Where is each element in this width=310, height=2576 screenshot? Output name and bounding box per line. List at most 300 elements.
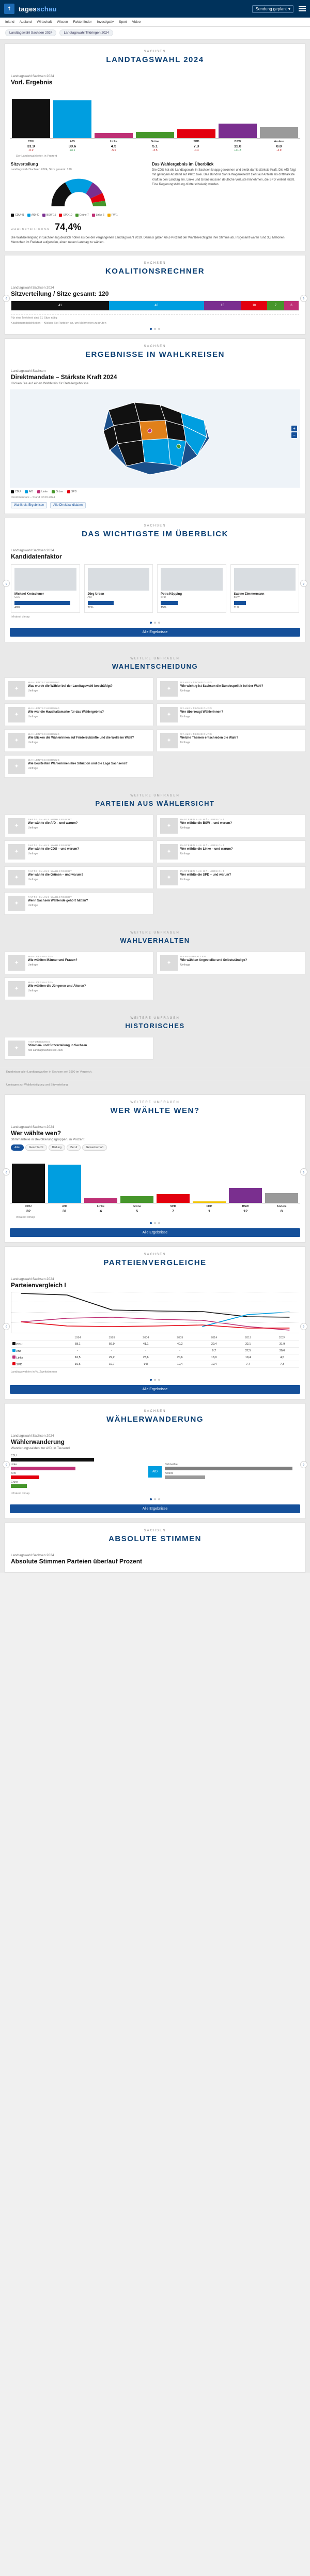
teaser-title: Wer wählte die AfD – und warum? bbox=[28, 821, 78, 825]
cell-spd-2014: 12,4 bbox=[197, 1361, 231, 1367]
map-legend-label-0: CDU bbox=[15, 490, 21, 493]
absolute-votes-card bbox=[4, 1523, 306, 1573]
teaser-category: PARTEIEN AUS WÄHLERSICHT bbox=[28, 818, 72, 821]
teaser-thumb-icon: ✦ bbox=[8, 955, 25, 971]
list-item[interactable] bbox=[4, 703, 153, 726]
comparison-line-chart bbox=[11, 1292, 299, 1333]
teaser-category: PARTEIEN AUS WÄHLERSICHT bbox=[180, 843, 225, 847]
voter-migration-card bbox=[4, 1403, 306, 1519]
migration-source: Infratest dimap bbox=[11, 1492, 30, 1495]
map-legend-label-2: Linke bbox=[41, 490, 48, 493]
th-2009: 2009 bbox=[163, 1335, 197, 1341]
historisches-grid bbox=[0, 1035, 310, 1064]
migration-sup: Landtagswahl Sachsen 2024 bbox=[11, 1434, 54, 1438]
seat-legend-label-2: BSW 15 bbox=[47, 214, 56, 217]
teaser-desc: Umfrage bbox=[180, 878, 191, 882]
comparison-all-results-button[interactable]: Alle Ergebnisse bbox=[10, 1385, 300, 1394]
teaser-thumb-icon: ✦ bbox=[8, 896, 25, 911]
tab-gewerkschaft[interactable]: Gewerkschaft bbox=[82, 1144, 107, 1151]
teaser-thumb-icon: ✦ bbox=[160, 955, 178, 971]
historisches-title: HISTORISCHES bbox=[125, 1021, 185, 1030]
wahlentscheidung-section bbox=[0, 646, 310, 783]
seat-legend-item-1 bbox=[27, 214, 39, 217]
bar-party-andere: Andere bbox=[274, 140, 284, 143]
prev-arrow-coalition[interactable]: ‹ bbox=[3, 295, 10, 302]
who-voted-dots[interactable] bbox=[5, 1219, 305, 1228]
teaser-desc: Umfrage bbox=[28, 904, 38, 908]
seat-legend-item-5 bbox=[92, 214, 104, 217]
result-card-title: Vorl. Ergebnis bbox=[11, 79, 53, 86]
coalition-seg-gruene[interactable]: 7 bbox=[267, 301, 284, 310]
brand-suffix: schau bbox=[36, 5, 57, 13]
row-party-spd: SPD bbox=[16, 1363, 22, 1366]
bar-label-gruene bbox=[136, 140, 174, 152]
teaser-desc: Umfrage bbox=[28, 767, 38, 771]
bar-col-bsw bbox=[219, 89, 257, 138]
cell-cdu-2004: 41,1 bbox=[129, 1340, 163, 1347]
wv-value-afd: 31 bbox=[62, 1208, 67, 1213]
teaser-category: WAHLENTSCHEIDUNG bbox=[28, 732, 60, 735]
wv-label-bsw bbox=[229, 1205, 262, 1213]
coalition-seg-afd[interactable]: 40 bbox=[109, 301, 204, 310]
teaser-category: PARTEIEN AUS WÄHLERSICHT bbox=[180, 818, 225, 821]
result-bars bbox=[10, 89, 300, 139]
next-arrow-overview[interactable]: › bbox=[300, 580, 307, 587]
candidate-card-3[interactable] bbox=[230, 564, 300, 613]
overview-card bbox=[4, 518, 306, 642]
candidate-name-2: Petra Köpping bbox=[161, 592, 182, 596]
bar-label-bsw bbox=[219, 140, 257, 152]
tab-bildung[interactable]: Bildung bbox=[49, 1144, 65, 1151]
teaser-thumb-icon: ✦ bbox=[8, 1041, 25, 1056]
candidate-photo-2 bbox=[161, 568, 223, 591]
teaser-desc: Umfrage bbox=[180, 963, 191, 967]
nav-item-3[interactable]: Wissen bbox=[57, 20, 68, 24]
candidate-name-1: Jörg Urban bbox=[87, 592, 104, 596]
cell-afd-2014: 9,7 bbox=[197, 1347, 231, 1354]
list-item[interactable] bbox=[4, 977, 153, 1000]
wv-party-linke: Linke bbox=[97, 1204, 105, 1208]
breadcrumb-item-0[interactable]: Landtagswahl Sachsen 2024 bbox=[5, 29, 56, 36]
bar-label-spd bbox=[177, 140, 215, 152]
migration-label-5: Andere bbox=[165, 1471, 174, 1475]
comparison-card bbox=[4, 1246, 306, 1399]
overview-dots[interactable] bbox=[5, 619, 305, 628]
teaser-category: WAHLENTSCHEIDUNG bbox=[180, 681, 212, 684]
list-item[interactable] bbox=[4, 677, 153, 700]
comparison-sup: Landtagswahl Sachsen 2024 bbox=[11, 1277, 54, 1281]
wv-bar-andere bbox=[265, 1154, 298, 1203]
wv-label-linke bbox=[84, 1205, 117, 1213]
top-bar-right bbox=[252, 5, 306, 13]
coalition-sup: Landtagswahl Sachsen 2024 bbox=[11, 285, 54, 290]
candidate-party-0: CDU bbox=[14, 595, 20, 599]
districts-title: ERGEBNISSE IN WAHLKREISEN bbox=[85, 350, 225, 359]
wahlverhalten-kicker: WEITERE UMFRAGEN bbox=[130, 931, 180, 935]
teaser-thumb-icon: ✦ bbox=[8, 733, 25, 748]
who-voted-sup: Landtagswahl Sachsen 2024 bbox=[11, 1125, 54, 1129]
nav-item-1[interactable]: Ausland bbox=[19, 20, 32, 24]
list-item[interactable] bbox=[157, 840, 306, 863]
list-item[interactable] bbox=[4, 952, 153, 974]
wahlentscheidung-kicker: WEITERE UMFRAGEN bbox=[130, 657, 180, 660]
wv-bar-gruene bbox=[120, 1154, 153, 1203]
next-arrow-comparison[interactable]: › bbox=[300, 1323, 307, 1330]
bar-value-linke: 4.5 bbox=[111, 144, 117, 148]
list-item[interactable] bbox=[157, 703, 306, 726]
migration-card-title: Wählerwanderung bbox=[11, 1438, 65, 1445]
migration-card-sub: Wanderungssalden zur AfD, in Tausend bbox=[11, 1446, 70, 1450]
migration-center-label: AfD bbox=[148, 1466, 162, 1478]
result-bar-labels bbox=[10, 139, 300, 152]
absolute-card-title: Absolute Stimmen Parteien über/auf Prozent bbox=[11, 1557, 143, 1565]
wv-label-cdu bbox=[12, 1205, 45, 1213]
coalition-seg-cdu[interactable]: 41 bbox=[11, 301, 109, 310]
coalition-bar[interactable] bbox=[11, 300, 299, 311]
candidate-card-0[interactable] bbox=[11, 564, 80, 613]
bar-delta-gruene: -3.5 bbox=[152, 149, 158, 152]
teaser-desc: Umfrage bbox=[28, 715, 38, 719]
teaser-desc: Umfrage bbox=[28, 878, 38, 882]
coalition-seg-bsw[interactable]: 15 bbox=[204, 301, 241, 310]
absolute-title: ABSOLUTE STIMMEN bbox=[109, 1534, 202, 1543]
comparison-head bbox=[5, 1272, 305, 1289]
candidate-party-2: SPD bbox=[161, 595, 166, 599]
teaser-title: Wie beurteilten Wählerinnen ihre Situation und die Lage Sachsens? bbox=[28, 762, 128, 765]
teaser-title: Wie wählten Männer und Frauen? bbox=[28, 958, 78, 962]
wv-bar-afd bbox=[48, 1154, 81, 1203]
migration-left bbox=[11, 1454, 145, 1489]
teaser-title: Wie war die Haushaltsmarke für das Wahlergebnis? bbox=[28, 710, 104, 714]
nav-item-5[interactable]: Investigativ bbox=[97, 20, 114, 24]
list-item[interactable] bbox=[4, 840, 153, 863]
migration-bar-5 bbox=[165, 1475, 205, 1479]
result-card bbox=[4, 43, 306, 251]
tab-geschlecht[interactable]: Geschlecht bbox=[25, 1144, 47, 1151]
list-item[interactable] bbox=[4, 729, 153, 752]
top-bar bbox=[0, 0, 310, 18]
turnout-value: 74,4% bbox=[55, 222, 82, 232]
wv-label-andere bbox=[265, 1205, 298, 1213]
tab-alter[interactable]: Alter bbox=[11, 1144, 24, 1151]
coalition-seg-linke[interactable]: 6 bbox=[284, 301, 299, 310]
teaser-category: PARTEIEN AUS WÄHLERSICHT bbox=[28, 895, 72, 898]
wv-party-gruene: Grüne bbox=[132, 1204, 142, 1208]
coalition-card bbox=[4, 255, 306, 335]
nav-item-6[interactable]: Sport bbox=[119, 20, 127, 24]
teaser-desc: Umfrage bbox=[28, 689, 38, 693]
next-arrow-who[interactable]: › bbox=[300, 1168, 307, 1176]
teaser-thumb-icon: ✦ bbox=[160, 681, 178, 697]
who-voted-all-results-button[interactable]: Alle Ergebnisse bbox=[10, 1228, 300, 1237]
teaser-category: WAHLENTSCHEIDUNG bbox=[180, 732, 212, 735]
teaser-category: PARTEIEN AUS WÄHLERSICHT bbox=[180, 869, 225, 872]
teaser-desc: Umfrage bbox=[180, 826, 191, 830]
candidate-party-3: BSW bbox=[234, 595, 240, 599]
migration-dots[interactable] bbox=[5, 1495, 305, 1504]
teaser-category: WAHLENTSCHEIDUNG bbox=[28, 681, 60, 684]
list-item[interactable] bbox=[157, 866, 306, 889]
bar-value-andere: 8.8 bbox=[276, 144, 282, 148]
teaser-thumb-icon: ✦ bbox=[160, 818, 178, 834]
bar-col-gruene bbox=[136, 89, 174, 138]
migration-kicker: SACHSEN bbox=[144, 1409, 166, 1413]
candidate-photo-1 bbox=[88, 568, 150, 591]
teaser-thumb-icon: ✦ bbox=[8, 870, 25, 885]
absolute-sup: Landtagswahl Sachsen 2024 bbox=[11, 1553, 54, 1557]
nav-item-2[interactable]: Wirtschaft bbox=[37, 20, 52, 24]
coalition-seg-spd[interactable]: 10 bbox=[241, 301, 267, 310]
main-nav bbox=[0, 18, 310, 27]
wv-value-linke: 4 bbox=[99, 1208, 102, 1213]
list-item[interactable] bbox=[157, 815, 306, 837]
who-voted-labels bbox=[10, 1203, 300, 1213]
list-item[interactable] bbox=[4, 866, 153, 889]
teaser-category: WAHLVERHALTEN bbox=[28, 955, 54, 958]
cell-cdu-2024: 31,9 bbox=[265, 1340, 299, 1347]
who-voted-title: WER WÄHLTE WEN? bbox=[110, 1106, 200, 1115]
table-row bbox=[11, 1347, 299, 1354]
map-legend-item-0 bbox=[11, 490, 21, 493]
map-legend-item-2 bbox=[37, 490, 48, 493]
table-row bbox=[11, 1340, 299, 1347]
teaser-thumb-icon: ✦ bbox=[8, 681, 25, 697]
wv-bar-linke bbox=[84, 1154, 117, 1203]
teaser-title: Wer wählte die CDU – und warum? bbox=[28, 847, 79, 851]
districts-hint: Klicken Sie auf einen Wahlkreis für Detailergebnisse bbox=[11, 381, 89, 385]
migration-bar-2 bbox=[11, 1475, 39, 1479]
wv-value-andere: 8 bbox=[280, 1208, 283, 1213]
bar-col-cdu bbox=[12, 89, 50, 138]
list-item[interactable] bbox=[157, 677, 306, 700]
th-party bbox=[11, 1335, 60, 1341]
hamburger-icon[interactable] bbox=[299, 6, 306, 11]
nav-item-0[interactable]: Inland bbox=[5, 20, 14, 24]
who-voted-chart bbox=[5, 1151, 305, 1219]
seat-legend-item-6 bbox=[107, 214, 118, 217]
wv-bar-cdu bbox=[12, 1154, 45, 1203]
coalition-dots[interactable] bbox=[5, 325, 305, 334]
district-results-button[interactable]: Wahlkreis-Ergebnisse bbox=[11, 502, 47, 508]
row-party-linke: Linke bbox=[16, 1356, 23, 1360]
teaser-category: WAHLENTSCHEIDUNG bbox=[180, 706, 212, 710]
wahlverhalten-section bbox=[0, 920, 310, 1005]
seat-legend-label-0: CDU 41 bbox=[15, 214, 24, 217]
bar-delta-cdu: -0.2 bbox=[28, 149, 34, 152]
teaser-title: Wenn Sachsen Wählende gehört hätten? bbox=[28, 899, 88, 902]
who-voted-sub: Stimmanteile in Bevölkerungsgruppen, in Prozent bbox=[11, 1137, 85, 1141]
candidate-bar-2 bbox=[161, 601, 178, 605]
all-candidates-button[interactable]: Alle Direktkandidaten bbox=[50, 502, 86, 508]
bar-label-andere bbox=[260, 140, 298, 152]
cell-cdu-1994: 58,1 bbox=[60, 1340, 95, 1347]
saxony-map-svg[interactable] bbox=[10, 389, 300, 488]
majority-caption: Für eine Mehrheit sind 61 Sitze nötig bbox=[11, 316, 57, 320]
map-legend-label-3: Grüne bbox=[56, 490, 64, 493]
prev-arrow-overview[interactable]: ‹ bbox=[3, 580, 10, 587]
comparison-title: PARTEIENVERGLEICHE bbox=[103, 1258, 207, 1267]
teaser-desc: Umfrage bbox=[180, 852, 191, 856]
cell-afd-2024: 30,6 bbox=[265, 1347, 299, 1354]
teaser-title: Wie blicken die Wählerinnen auf Förderzukünfte und die Welle im Wahl? bbox=[28, 736, 134, 740]
candidate-value-2: 15% bbox=[161, 606, 167, 609]
candidate-bar-3 bbox=[234, 601, 246, 605]
wv-label-afd bbox=[48, 1205, 81, 1213]
bar-value-gruene: 5.1 bbox=[152, 144, 158, 148]
migration-label-1: Linke bbox=[11, 1463, 17, 1466]
teaser-title: Wer wählte die SPD – und warum? bbox=[180, 873, 231, 877]
who-voted-card-title: Wer wählte wen? bbox=[11, 1129, 61, 1137]
cell-linke-1994: 16,5 bbox=[60, 1354, 95, 1361]
who-voted-source: Infratest dimap bbox=[16, 1215, 35, 1219]
migration-all-results-button[interactable]: Alle Ergebnisse bbox=[10, 1504, 300, 1513]
overview-title: DAS WICHTIGSTE IM ÜBERBLICK bbox=[82, 529, 228, 538]
nav-item-4[interactable]: Faktenfinder bbox=[73, 20, 92, 24]
seat-legend bbox=[11, 214, 147, 217]
cell-cdu-2019: 32,1 bbox=[231, 1340, 265, 1347]
coalition-head bbox=[5, 281, 305, 297]
teaser-title: Wer wählte die Linke – und warum? bbox=[180, 847, 233, 851]
who-voted-kicker: WEITERE UMFRAGEN bbox=[130, 1101, 180, 1104]
migration-diagram bbox=[5, 1450, 305, 1489]
cell-linke-2014: 18,9 bbox=[197, 1354, 231, 1361]
list-item[interactable] bbox=[4, 892, 153, 915]
seat-overview bbox=[5, 158, 305, 217]
cell-afd-2009: - bbox=[163, 1347, 197, 1354]
result-title: LANDTAGSWAHL 2024 bbox=[106, 55, 204, 64]
seat-legend-item-3 bbox=[59, 214, 72, 217]
migration-center bbox=[148, 1466, 162, 1478]
districts-kicker: SACHSEN bbox=[144, 344, 166, 348]
seat-legend-item-2 bbox=[42, 214, 56, 217]
teaser-title: Wie wählten die Jüngeren und Älteren? bbox=[28, 984, 86, 988]
district-map[interactable] bbox=[10, 389, 300, 488]
candidate-name-0: Michael Kretschmer bbox=[14, 592, 44, 596]
teaser-title: Stimmen- und Sitzverteilung in Sachsen bbox=[28, 1044, 87, 1047]
nav-item-7[interactable]: Video bbox=[132, 20, 141, 24]
teaser-title: Wer wählte die BSW – und warum? bbox=[180, 821, 232, 825]
zoom-in-button[interactable]: + bbox=[291, 426, 297, 431]
comparison-dots[interactable] bbox=[5, 1376, 305, 1385]
bar-col-afd bbox=[53, 89, 91, 138]
cell-linke-1999: 22,2 bbox=[95, 1354, 129, 1361]
seat-legend-label-5: Linke 6 bbox=[96, 214, 104, 217]
wv-value-cdu: 32 bbox=[26, 1208, 31, 1213]
list-item[interactable] bbox=[4, 755, 153, 778]
teaser-desc: Umfrage bbox=[28, 826, 38, 830]
historisches-section bbox=[0, 1005, 310, 1091]
wv-bar-fdp bbox=[193, 1154, 226, 1203]
seat-legend-label-6: FW 1 bbox=[111, 214, 118, 217]
list-item[interactable] bbox=[157, 729, 306, 752]
bar-value-afd: 30.6 bbox=[68, 144, 76, 148]
cell-afd-1999: - bbox=[95, 1347, 129, 1354]
table-head-row bbox=[11, 1335, 299, 1341]
list-item[interactable] bbox=[157, 952, 306, 974]
districts-card bbox=[4, 338, 306, 514]
teaser-title: Wie wählten Angestellte und Selbstständige? bbox=[180, 958, 247, 962]
list-item[interactable] bbox=[4, 1037, 153, 1060]
map-zoom-controls[interactable] bbox=[291, 426, 297, 438]
teaser-category: PARTEIEN AUS WÄHLERSICHT bbox=[28, 869, 72, 872]
parteien-kicker: WEITERE UMFRAGEN bbox=[130, 794, 180, 797]
prev-arrow-comparison[interactable]: ‹ bbox=[3, 1323, 10, 1330]
cell-linke-2009: 20,6 bbox=[163, 1354, 197, 1361]
teaser-desc: Umfrage bbox=[28, 989, 38, 993]
who-voted-tabs bbox=[5, 1141, 305, 1151]
overview-all-results-button[interactable]: Alle Ergebnisse bbox=[10, 628, 300, 637]
cell-linke-2024: 4,5 bbox=[265, 1354, 299, 1361]
overview-text-col bbox=[152, 162, 299, 217]
bar-delta-linke: -5.9 bbox=[111, 149, 116, 152]
seat-chart-title: Sitzverteilung bbox=[11, 162, 38, 167]
overview-text-title: Das Wahlergebnis im Überblick bbox=[152, 162, 214, 167]
livestream-button[interactable] bbox=[252, 5, 293, 13]
overview-card-title: Kandidatenfaktor bbox=[11, 552, 62, 560]
brand-wordmark[interactable] bbox=[19, 5, 57, 13]
breadcrumb-item-1[interactable]: Landtagswahl Thüringen 2024 bbox=[59, 29, 113, 36]
wv-party-bsw: BSW bbox=[242, 1204, 249, 1208]
tab-beruf[interactable]: Beruf bbox=[67, 1144, 81, 1151]
next-arrow-coalition[interactable]: › bbox=[300, 295, 307, 302]
th-1999: 1999 bbox=[95, 1335, 129, 1341]
seat-legend-label-1: AfD 40 bbox=[31, 214, 40, 217]
overview-text-body: Die CDU hat die Landtagswahl in Sachsen knapp gewonnen und bleibt damit stärkste Kraft. Die AfD folgt mit geringem Abstand auf Platz zwei. Das Bündnis Sahra Wagenknecht zieht auf Anhieb als drittstärkste Kraft in den Landtag ein. Linke und Grüne müssen deutliche Verluste hinnehmen, die SPD verliert leicht. Eine Regierungsbildung dürfte schwierig werden. bbox=[152, 169, 296, 186]
th-2014: 2014 bbox=[197, 1335, 231, 1341]
result-kicker: SACHSEN bbox=[144, 50, 166, 53]
migration-head bbox=[5, 1429, 305, 1450]
row-label-spd bbox=[11, 1361, 60, 1367]
wv-bar-bsw bbox=[229, 1154, 262, 1203]
wv-party-andere: Andere bbox=[276, 1204, 287, 1208]
coalition-note: Koalitionsmöglichkeiten – Klicken Sie Parteien an, um Mehrheiten zu prüfen bbox=[11, 321, 106, 325]
teaser-category: WAHLVERHALTEN bbox=[180, 955, 206, 958]
cell-linke-2004: 23,6 bbox=[129, 1354, 163, 1361]
candidate-value-3: 11% bbox=[234, 606, 240, 609]
turnout-text: Die Wahlbeteiligung in Sachsen lag deutlich höher als bei der vergangenen Landtagswahl 2019. Damals gaben 66,6 Prozent der Wahlberechtigten ihre Stimme ab. Insgesamt waren rund 3,3 Millionen Menschen im Freistaat aufgerufen, einen neuen Landtag zu wählen. bbox=[11, 236, 285, 245]
map-legend-item-4 bbox=[67, 490, 76, 493]
next-arrow-migration[interactable]: › bbox=[300, 1461, 307, 1468]
bar-col-spd bbox=[177, 89, 215, 138]
bar-label-afd bbox=[53, 140, 91, 152]
migration-title: WÄHLERWANDERUNG bbox=[106, 1414, 204, 1424]
candidate-value-0: 48% bbox=[14, 606, 21, 609]
migration-label-0: CDU bbox=[11, 1454, 17, 1457]
candidate-name-3: Sabine Zimmermann bbox=[234, 592, 265, 596]
prev-arrow-who[interactable]: ‹ bbox=[3, 1168, 10, 1176]
migration-label-3: Grüne bbox=[11, 1480, 18, 1484]
seat-legend-label-3: SPD 10 bbox=[63, 214, 72, 217]
seat-donut-chart bbox=[11, 173, 147, 209]
cell-cdu-2009: 40,2 bbox=[163, 1340, 197, 1347]
districts-card-title: Direktmandate – Stärkste Kraft 2024 bbox=[11, 373, 117, 381]
list-item[interactable] bbox=[4, 815, 153, 837]
candidate-card-1[interactable] bbox=[84, 564, 153, 613]
prev-arrow-migration[interactable]: ‹ bbox=[3, 1461, 10, 1468]
bar-party-bsw: BSW bbox=[234, 140, 241, 143]
candidate-card-2[interactable] bbox=[157, 564, 226, 613]
districts-sup: Landtagswahl Sachsen bbox=[11, 369, 46, 373]
logo-icon[interactable] bbox=[4, 4, 14, 14]
cell-afd-2019: 27,5 bbox=[231, 1347, 265, 1354]
teaser-thumb-icon: ✦ bbox=[8, 818, 25, 834]
zoom-out-button[interactable]: − bbox=[291, 432, 297, 438]
row-label-cdu bbox=[11, 1340, 60, 1347]
candidate-value-1: 22% bbox=[87, 606, 94, 609]
bar-value-cdu: 31.9 bbox=[27, 144, 35, 148]
wv-value-gruene: 5 bbox=[135, 1208, 138, 1213]
candidate-party-1: AfD bbox=[87, 595, 92, 599]
